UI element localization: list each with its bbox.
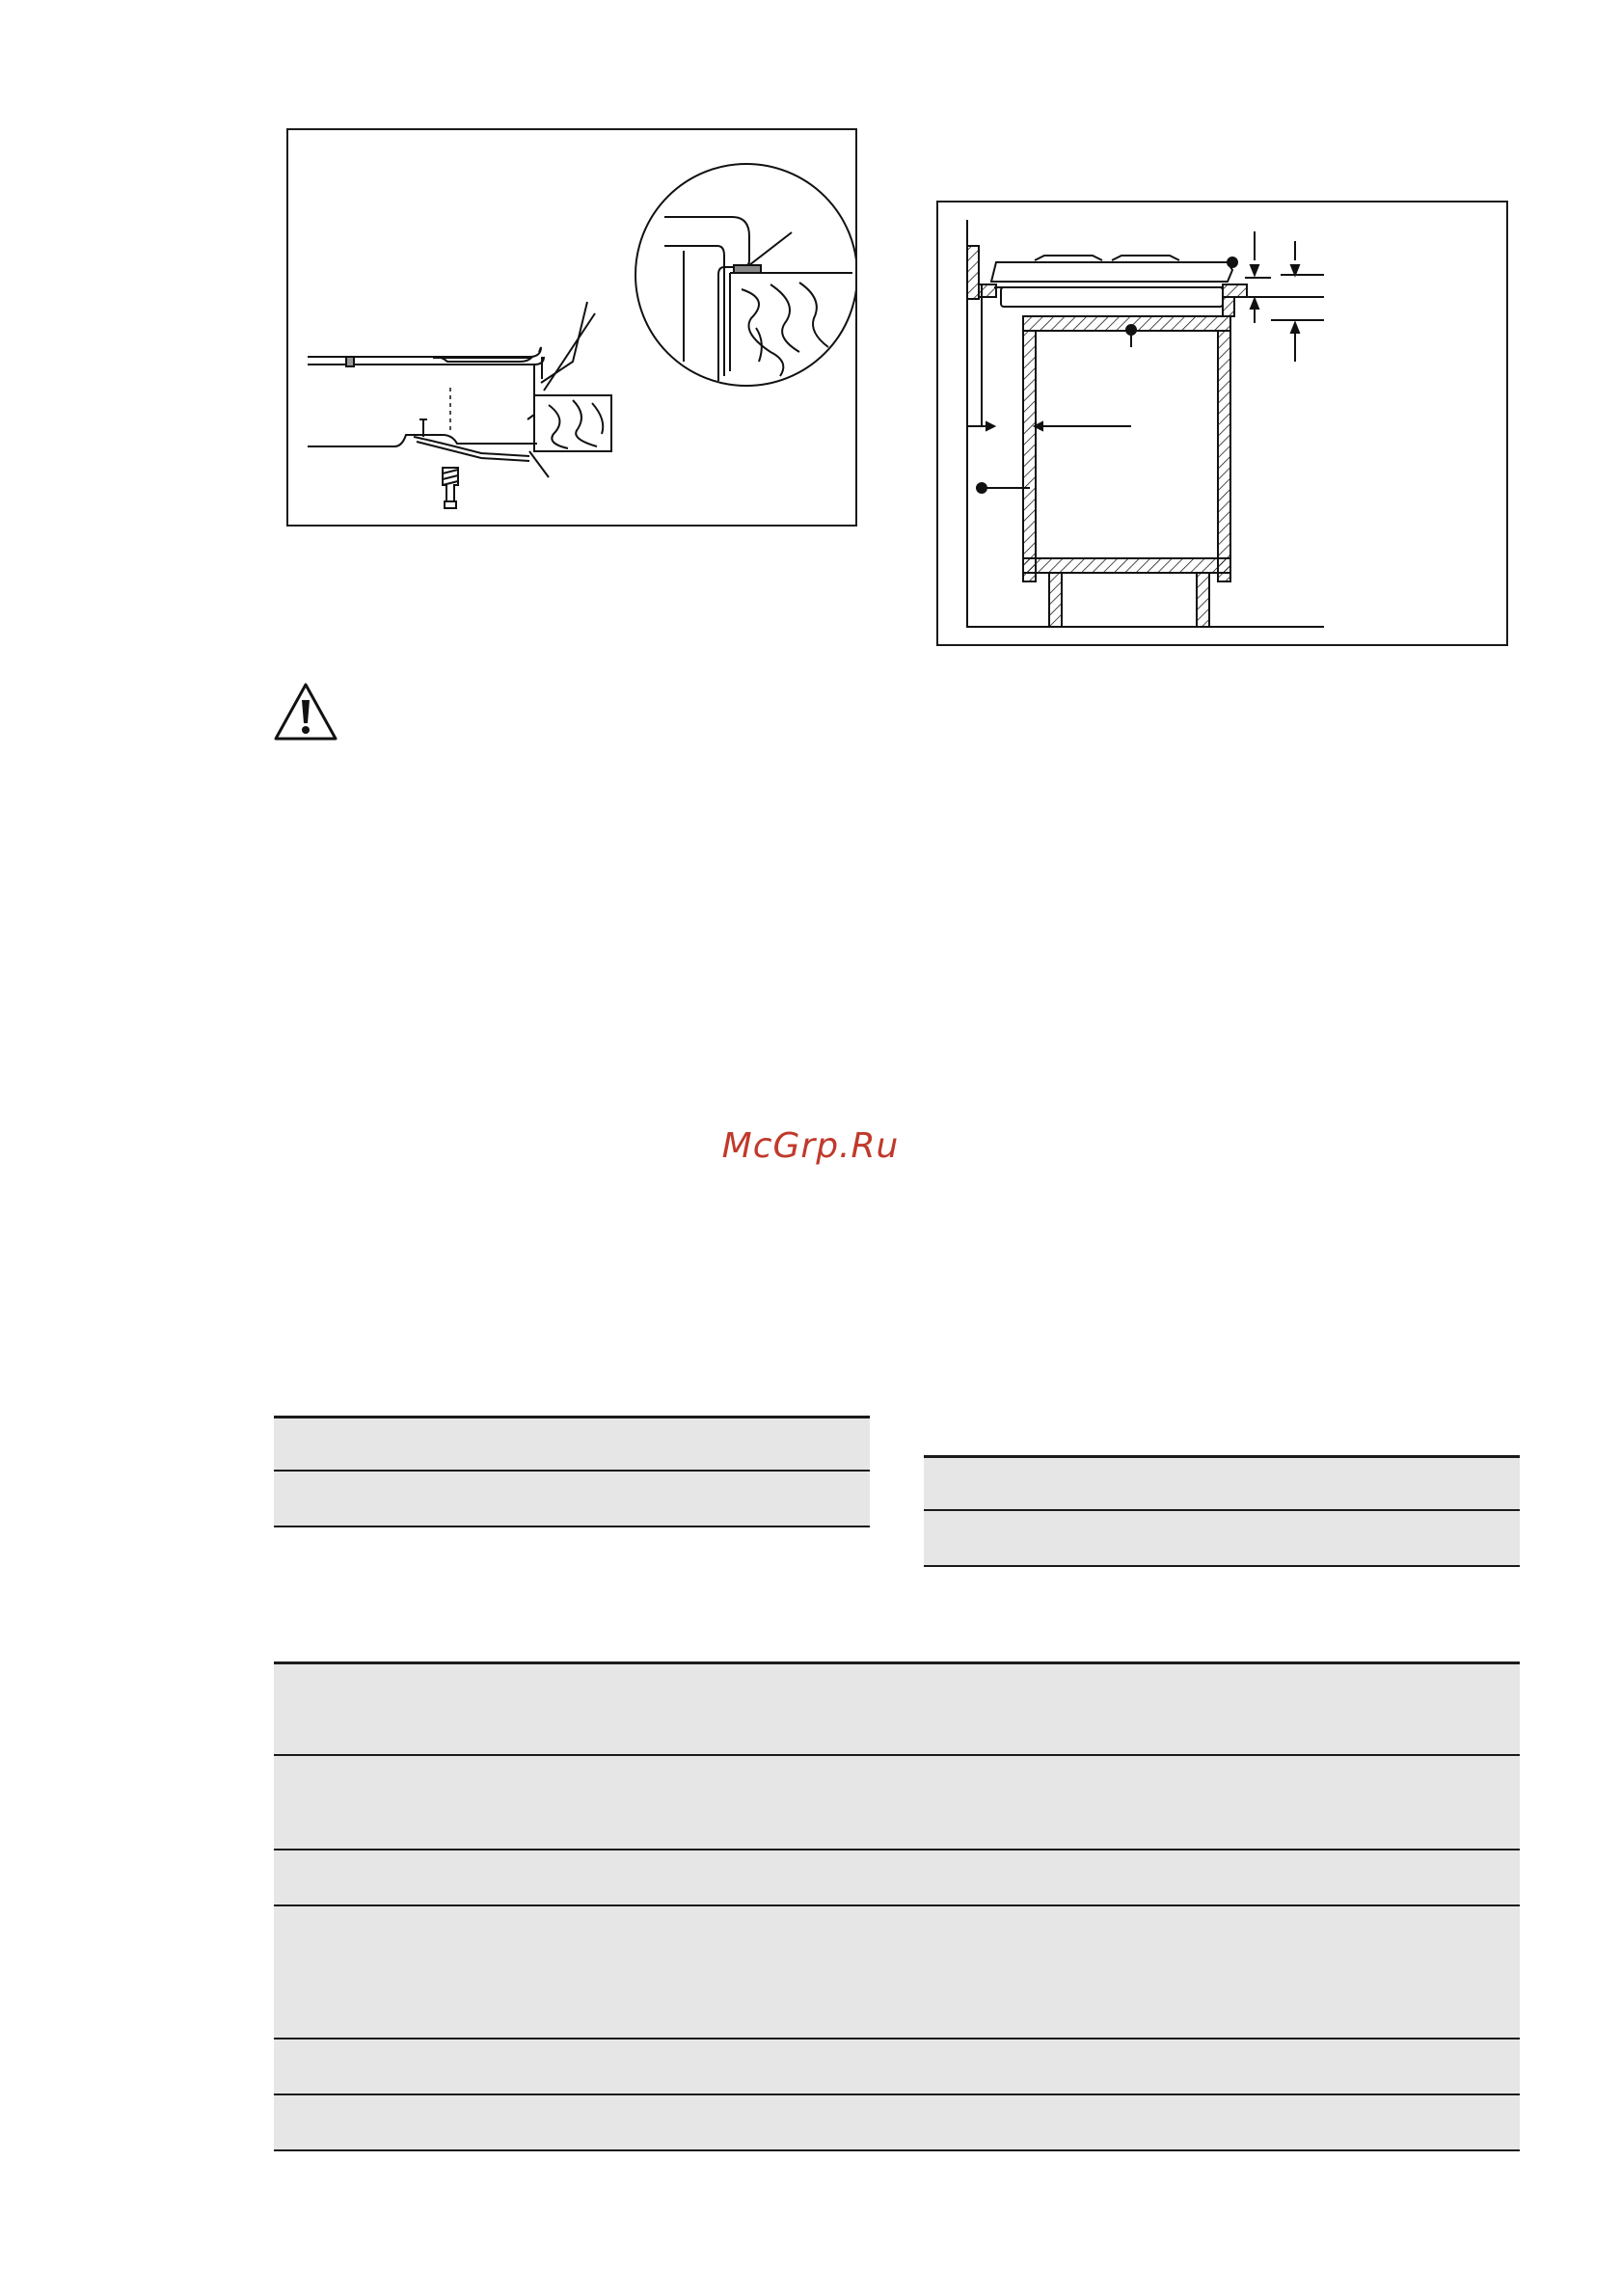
table-row: [924, 1455, 1520, 1511]
watermark-text: McGrp.Ru: [721, 1126, 900, 1166]
table-row: [274, 1472, 870, 1527]
table-row: [274, 2095, 1520, 2151]
table-row: [274, 1661, 1520, 1756]
table-b: [924, 1455, 1520, 1567]
table-row: [274, 1906, 1520, 2039]
bracket-detail-drawing: [288, 130, 855, 525]
table-row: [274, 1756, 1520, 1850]
table-c: [274, 1661, 1520, 2151]
table-row: [274, 1416, 870, 1472]
table-a: [274, 1416, 870, 1527]
figure-cabinet-section: [936, 201, 1508, 646]
cabinet-section-drawing: [938, 203, 1506, 644]
table-row: [274, 1850, 1520, 1906]
table-row: [274, 2039, 1520, 2095]
figure-bracket-detail: [286, 128, 857, 527]
table-row: [924, 1511, 1520, 1567]
warning-triangle-icon: [272, 681, 339, 743]
